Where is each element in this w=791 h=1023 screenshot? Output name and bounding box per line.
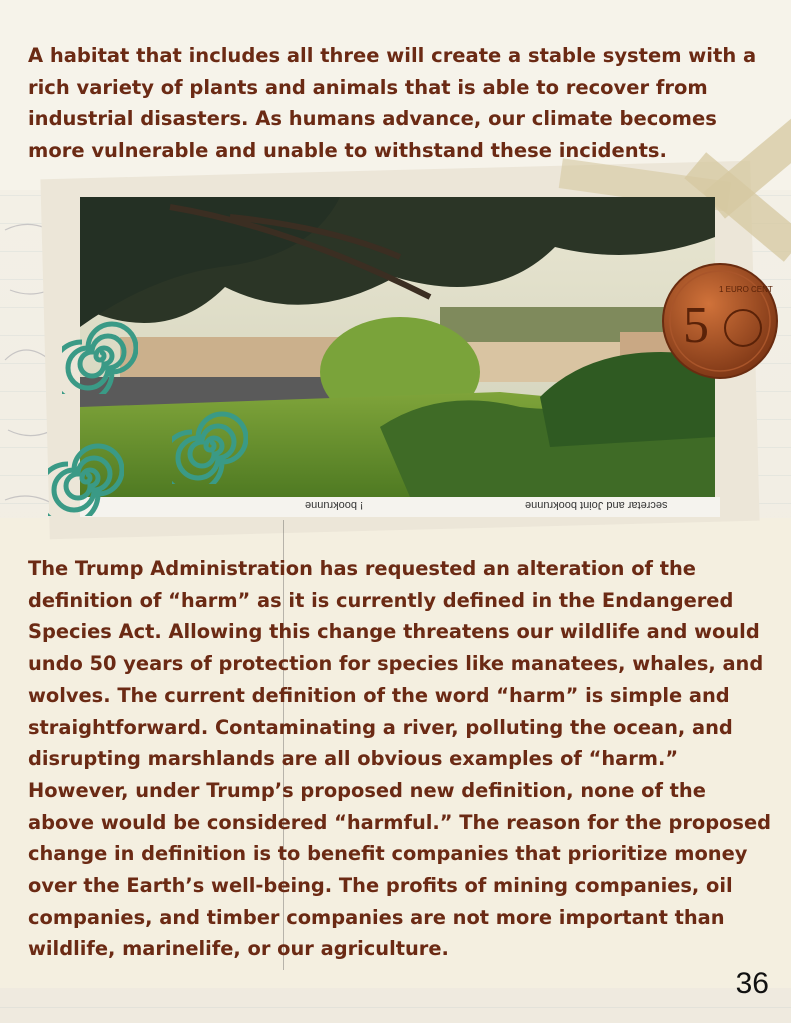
euro-coin: [661, 262, 779, 380]
photo-caption: ! bookrunne: [305, 499, 364, 511]
spiral-doodle: [48, 440, 124, 516]
page-number: 36: [735, 967, 769, 1000]
intro-paragraph: A habitat that includes all three will create a stable system with a rich variety of plants and animals that is able to recover from industrial disasters. As humans advance, our climate becomes more vulnerable and unable to withstand these incidents.: [28, 44, 757, 162]
coin-inscription: 1 EURO CENT: [719, 285, 773, 294]
spiral-doodle: [62, 318, 138, 394]
photo-caption: secretar and Joint bookrunne: [525, 499, 668, 511]
spiral-doodle: [172, 408, 248, 484]
body-paragraph: The Trump Administration has requested an alteration of the definition of “harm” as it is currently defined in the Endangered Species Act. Allowing this change threatens our wildlife and would undo 50 years of protection for species like manatees, whales, and wolves. The current definition of the word “harm” is simple and straightforward. Contaminating a river, polluting the ocean, and disrupting marshlands are all obvious examples of “harm.” However, under Trump’s proposed new definition, none of the above would be considered “harmful.” The reason for the proposed change in definition is to benefit companies that prioritize money over the Earth’s well-being. The profits of mining companies, oil companies, and timber companies are not more important than wildlife, marinelife, or our agriculture.: [28, 557, 771, 961]
svg-text:5: 5: [683, 297, 709, 354]
